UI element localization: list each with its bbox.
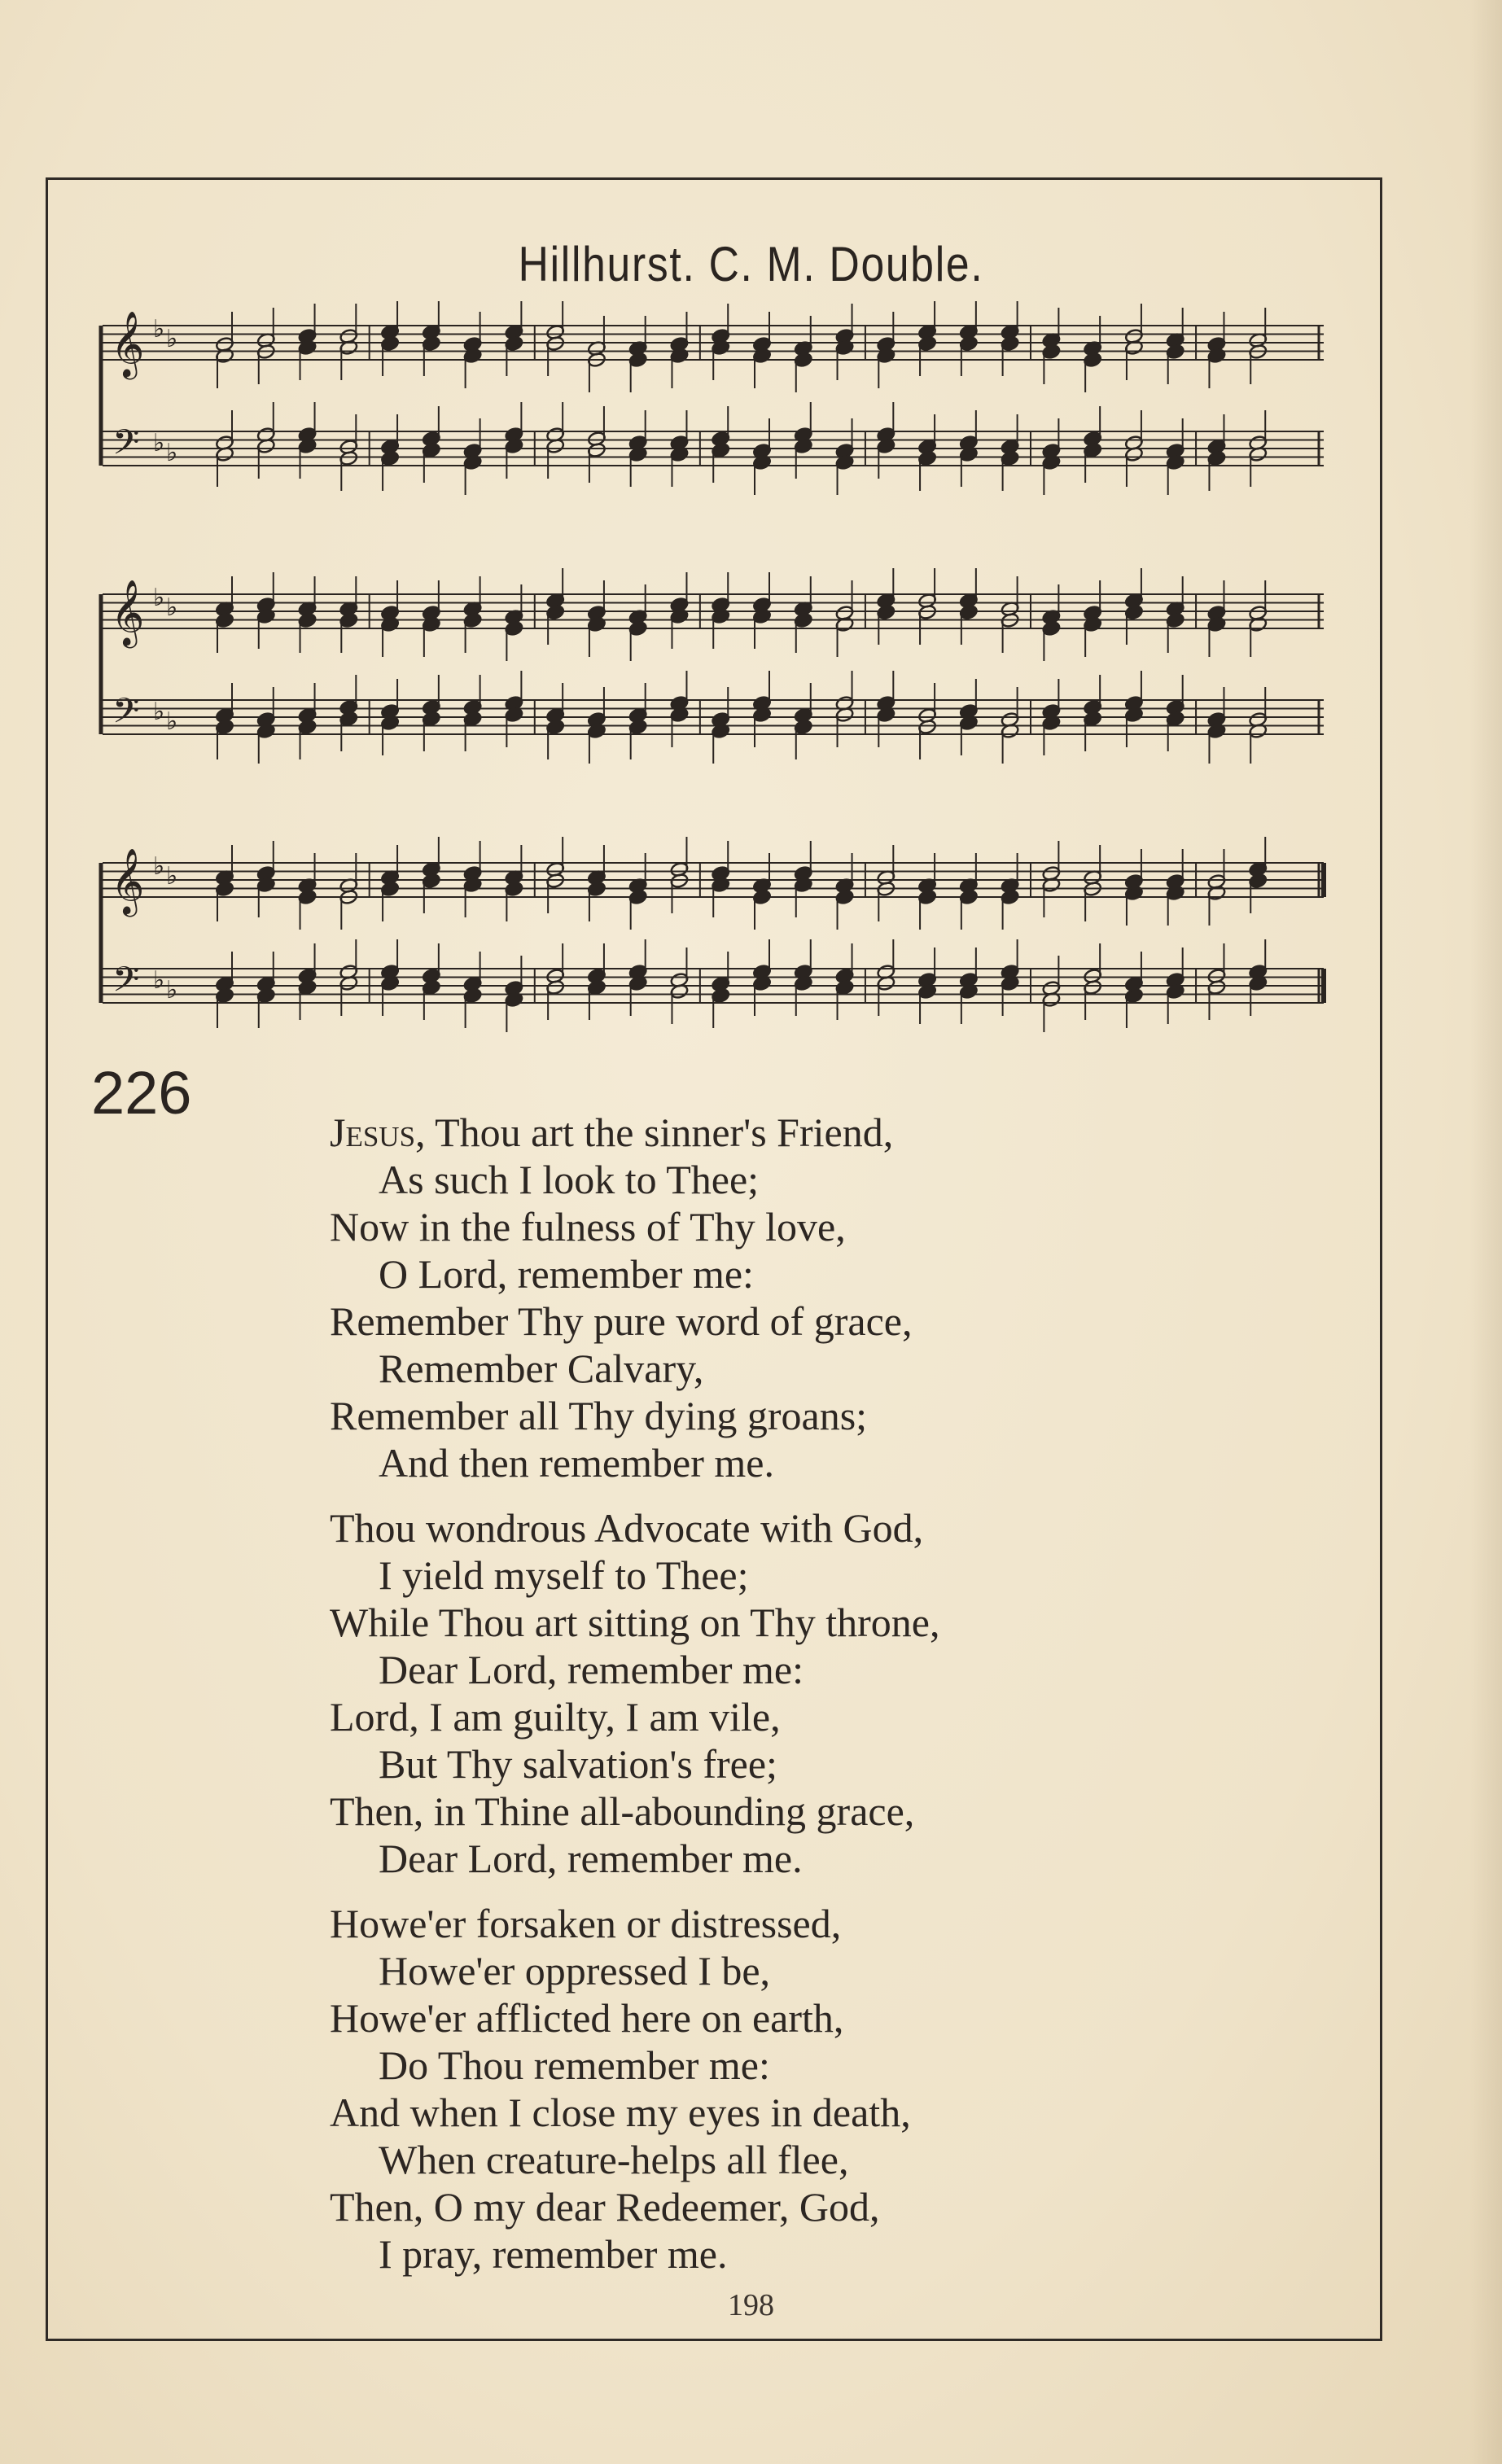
verse-first-word: Jesus — [330, 1109, 416, 1155]
svg-text:♭: ♭ — [153, 429, 165, 457]
verse-line: Howe'er forsaken or distressed, — [330, 1901, 842, 1946]
verse-line: Remember all Thy dying groans; — [330, 1393, 868, 1438]
verse-line: Remember Calvary, — [379, 1346, 704, 1391]
svg-text:♭: ♭ — [153, 966, 165, 995]
svg-text:♭: ♭ — [153, 584, 165, 612]
verse-line: Remember Thy pure word of grace, — [330, 1298, 913, 1344]
svg-text:♭: ♭ — [153, 315, 165, 344]
verse-line: Howe'er oppressed I be, — [379, 1948, 771, 1994]
verse — [330, 1504, 1144, 1882]
verse — [330, 1109, 1144, 1486]
hymn-number: 226 — [91, 1059, 192, 1127]
verse-line: Do Thou remember me: — [379, 2042, 770, 2088]
page-number: 198 — [728, 2288, 774, 2322]
svg-text:♭: ♭ — [153, 698, 165, 726]
svg-text:♭: ♭ — [166, 976, 178, 1004]
svg-text:𝄞: 𝄞 — [111, 310, 145, 377]
svg-text:♭: ♭ — [166, 707, 178, 736]
svg-text:♭: ♭ — [166, 325, 178, 353]
svg-text:♭: ♭ — [166, 862, 178, 891]
svg-text:𝄢: 𝄢 — [112, 691, 140, 740]
verse-line: I pray, remember me. — [379, 2231, 728, 2277]
svg-text:𝄢: 𝄢 — [112, 422, 140, 471]
music-score — [94, 301, 1332, 1034]
hymn-verses — [330, 1109, 1144, 2296]
verse-line: Then, O my dear Redeemer, God, — [330, 2184, 880, 2230]
verse-line: Thou wondrous Advocate with God, — [330, 1505, 924, 1551]
verse-line: As such I look to Thee; — [379, 1157, 760, 1202]
svg-text:𝄢: 𝄢 — [112, 960, 140, 1009]
verse — [330, 1900, 1144, 2278]
verse-line: And when I close my eyes in death, — [330, 2090, 911, 2135]
verse-line: O Lord, remember me: — [379, 1251, 754, 1297]
page-edge-shading — [1469, 0, 1502, 2464]
verse-line: I yield myself to Thee; — [379, 1552, 749, 1598]
verse-line: Howe'er afflicted here on earth, — [330, 1995, 844, 2041]
verse-line: Lord, I am guilty, I am vile, — [330, 1694, 781, 1740]
svg-text:𝄞: 𝄞 — [111, 579, 145, 646]
verse-line: Now in the fulness of Thy love, — [330, 1204, 846, 1250]
svg-text:♭: ♭ — [166, 439, 178, 467]
verse-line — [330, 1109, 1144, 1156]
svg-text:♭: ♭ — [166, 593, 178, 622]
verse-line: While Thou art sitting on Thy throne, — [330, 1600, 940, 1645]
svg-text:𝄞: 𝄞 — [111, 847, 145, 914]
verse-line-rest: , Thou art the sinner's Friend, — [415, 1109, 894, 1155]
verse-line: Then, in Thine all-abounding grace, — [330, 1788, 915, 1834]
svg-text:♭: ♭ — [153, 852, 165, 881]
tune-title: Hillhurst. C. M. Double. — [518, 237, 984, 291]
verse-line: But Thy salvation's free; — [379, 1741, 777, 1787]
verse-line: When creature-helps all flee, — [379, 2137, 849, 2182]
verse-line: Dear Lord, remember me: — [379, 1647, 804, 1692]
verse-line: And then remember me. — [379, 1440, 774, 1486]
verse-line: Dear Lord, remember me. — [379, 1836, 803, 1881]
